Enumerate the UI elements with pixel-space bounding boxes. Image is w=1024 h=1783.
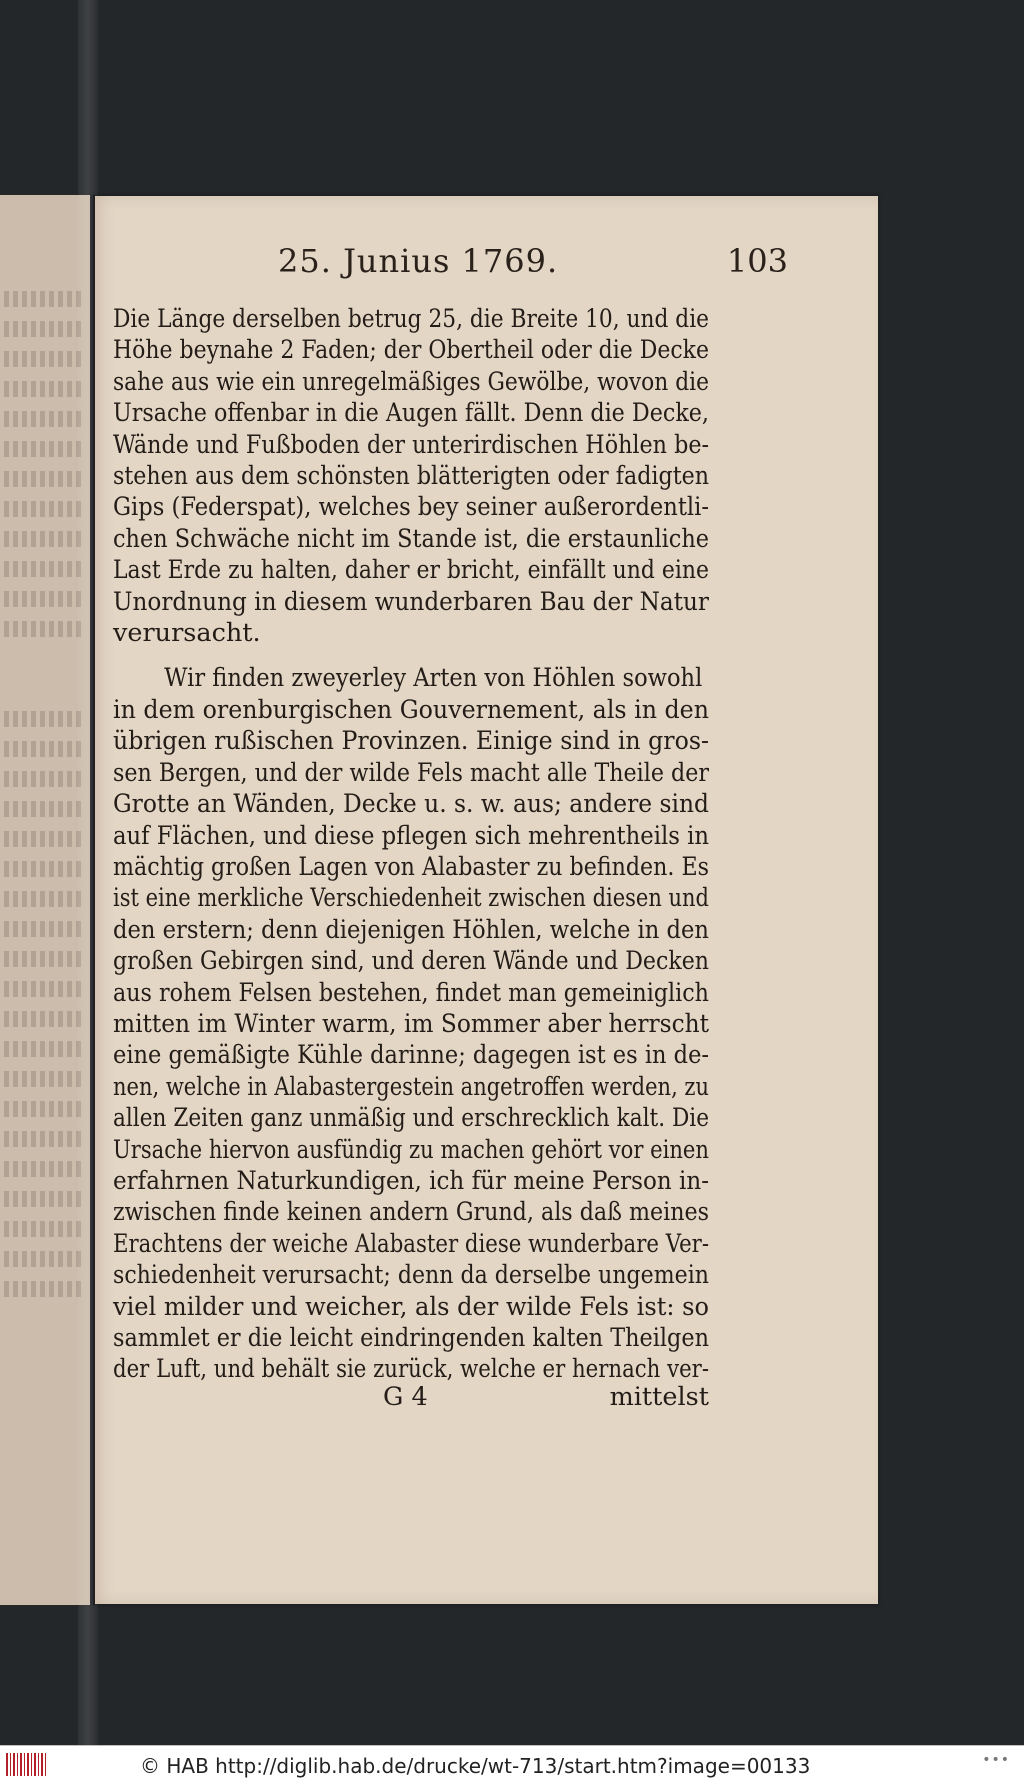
bleed-through-line [4, 471, 82, 487]
text-line: sen Bergen, und der wilde Fels macht alle Theile der [113, 757, 709, 788]
status-bar [0, 1745, 1024, 1783]
text-line: Grotte an Wänden, Decke u. s. w. aus; andere sind [113, 789, 709, 820]
text-line: ist eine merkliche Verschiedenheit zwischen diesen und [113, 883, 709, 914]
text-line: Ursache offenbar in die Augen fällt. Denn die Decke, [113, 398, 709, 429]
text-line: eine gemäßigte Kühle darinne; dagegen ist es in de- [113, 1040, 709, 1071]
text-line: Wir finden zweyerley Arten von Höhlen sowohl [164, 663, 703, 694]
text-line: mächtig großen Lagen von Alabaster zu befinden. Es [113, 851, 709, 882]
paragraph-1 [113, 304, 709, 649]
text-line: schiedenheit verursacht; denn da derselbe ungemein [113, 1260, 709, 1291]
text-line: Gips (Federspat), welches bey seiner außerordentli- [113, 492, 709, 523]
bleed-through-line [4, 1161, 82, 1177]
text-line: aus rohem Felsen bestehen, findet man gemeiniglich [113, 977, 709, 1008]
source-url-text[interactable]: © HAB http://diglib.hab.de/drucke/wt-713/start.htm?image=00133 [140, 1754, 811, 1778]
bleed-through-line [4, 411, 82, 427]
text-line: zwischen finde keinen andern Grund, als daß meines [113, 1197, 709, 1228]
more-options-icon[interactable]: ••• [982, 1752, 1010, 1768]
paragraph-2 [113, 663, 709, 1385]
bleed-through-line [4, 951, 82, 967]
bleed-through-line [4, 741, 82, 757]
text-line: Die Länge derselben betrug 25, die Breite 10, und die [113, 304, 709, 334]
bleed-through-line [4, 861, 82, 877]
text-line: verursacht. [113, 618, 261, 649]
bleed-through-line [4, 1221, 82, 1237]
signature-mark: G 4 [383, 1382, 428, 1412]
text-line: der Luft, und behält sie zurück, welche er hernach ver- [113, 1354, 709, 1385]
text-line: mitten im Winter warm, im Sommer aber herrscht [113, 1008, 709, 1039]
previous-page-edge [0, 195, 90, 1605]
bleed-through-line [4, 591, 82, 607]
text-line: sahe aus wie ein unregelmäßiges Gewölbe, wovon die [113, 366, 709, 397]
bleed-through-line [4, 1131, 82, 1147]
text-line: übrigen rußischen Provinzen. Einige sind in gros- [113, 726, 709, 757]
bleed-through-line [4, 921, 82, 937]
bleed-through-line [4, 561, 82, 577]
bleed-through-line [4, 1191, 82, 1207]
text-line: Last Erde zu halten, daher er bricht, einfällt und eine [113, 555, 709, 586]
text-line: nen, welche in Alabastergestein angetroffen werden, zu [113, 1071, 709, 1102]
book-page [93, 196, 878, 1604]
bleed-through-line [4, 1101, 82, 1117]
text-line: in dem orenburgischen Gouvernement, als in den [113, 694, 709, 725]
hab-logo-icon [6, 1753, 46, 1776]
bleed-through-line [4, 351, 82, 367]
text-line: allen Zeiten ganz unmäßig und erschrecklich kalt. Die [113, 1103, 709, 1134]
text-line: Erachtens der weiche Alabaster diese wunderbare Ver- [113, 1228, 709, 1259]
text-line: viel milder und weicher, als der wilde Fels ist: so [113, 1291, 709, 1322]
gutter-line [93, 195, 95, 1605]
page-number: 103 [726, 242, 788, 280]
bleed-through-line [4, 1011, 82, 1027]
bleed-through-line [4, 321, 82, 337]
running-head-title: 25. Junius 1769. [278, 242, 559, 280]
bleed-through-line [4, 981, 82, 997]
bleed-through-line [4, 1071, 82, 1087]
bleed-through-line [4, 1041, 82, 1057]
bleed-through-line [4, 621, 82, 637]
bleed-through-line [4, 1281, 82, 1297]
text-line: Höhe beynahe 2 Faden; der Obertheil oder die Decke [113, 335, 709, 366]
running-head [93, 242, 878, 292]
catchword: mittelst [609, 1382, 709, 1412]
text-line: stehen aus dem schönsten blätterigten oder fadigten [113, 461, 709, 492]
text-line: Unordnung in diesem wunderbaren Bau der Natur [113, 586, 709, 617]
bleed-through-line [4, 501, 82, 517]
bleed-through-line [4, 531, 82, 547]
page-footer [113, 1382, 709, 1412]
bleed-through-line [4, 1251, 82, 1267]
text-line: sammlet er die leicht eindringenden kalten Theilgen [113, 1323, 709, 1353]
text-line: chen Schwäche nicht im Stande ist, die erstaunliche [113, 523, 709, 554]
text-line: Wände und Fußboden der unterirdischen Höhlen be- [113, 429, 709, 460]
bleed-through-line [4, 891, 82, 907]
text-line: großen Gebirgen sind, und deren Wände und Decken [113, 946, 709, 977]
text-line: den erstern; denn diejenigen Höhlen, welche in den [113, 914, 709, 945]
text-line: erfahrnen Naturkundigen, ich für meine Person in- [113, 1165, 709, 1196]
bleed-through-line [4, 801, 82, 817]
bleed-through-line [4, 381, 82, 397]
text-line: Ursache hiervon ausfündig zu machen gehört vor einen [113, 1134, 709, 1165]
bleed-through-line [4, 771, 82, 787]
bleed-through-line [4, 831, 82, 847]
text-line: auf Flächen, und diese pflegen sich mehrentheils in [113, 820, 709, 851]
bleed-through-line [4, 711, 82, 727]
text-block [113, 304, 709, 1386]
bleed-through-line [4, 441, 82, 457]
bleed-through-line [4, 291, 82, 307]
